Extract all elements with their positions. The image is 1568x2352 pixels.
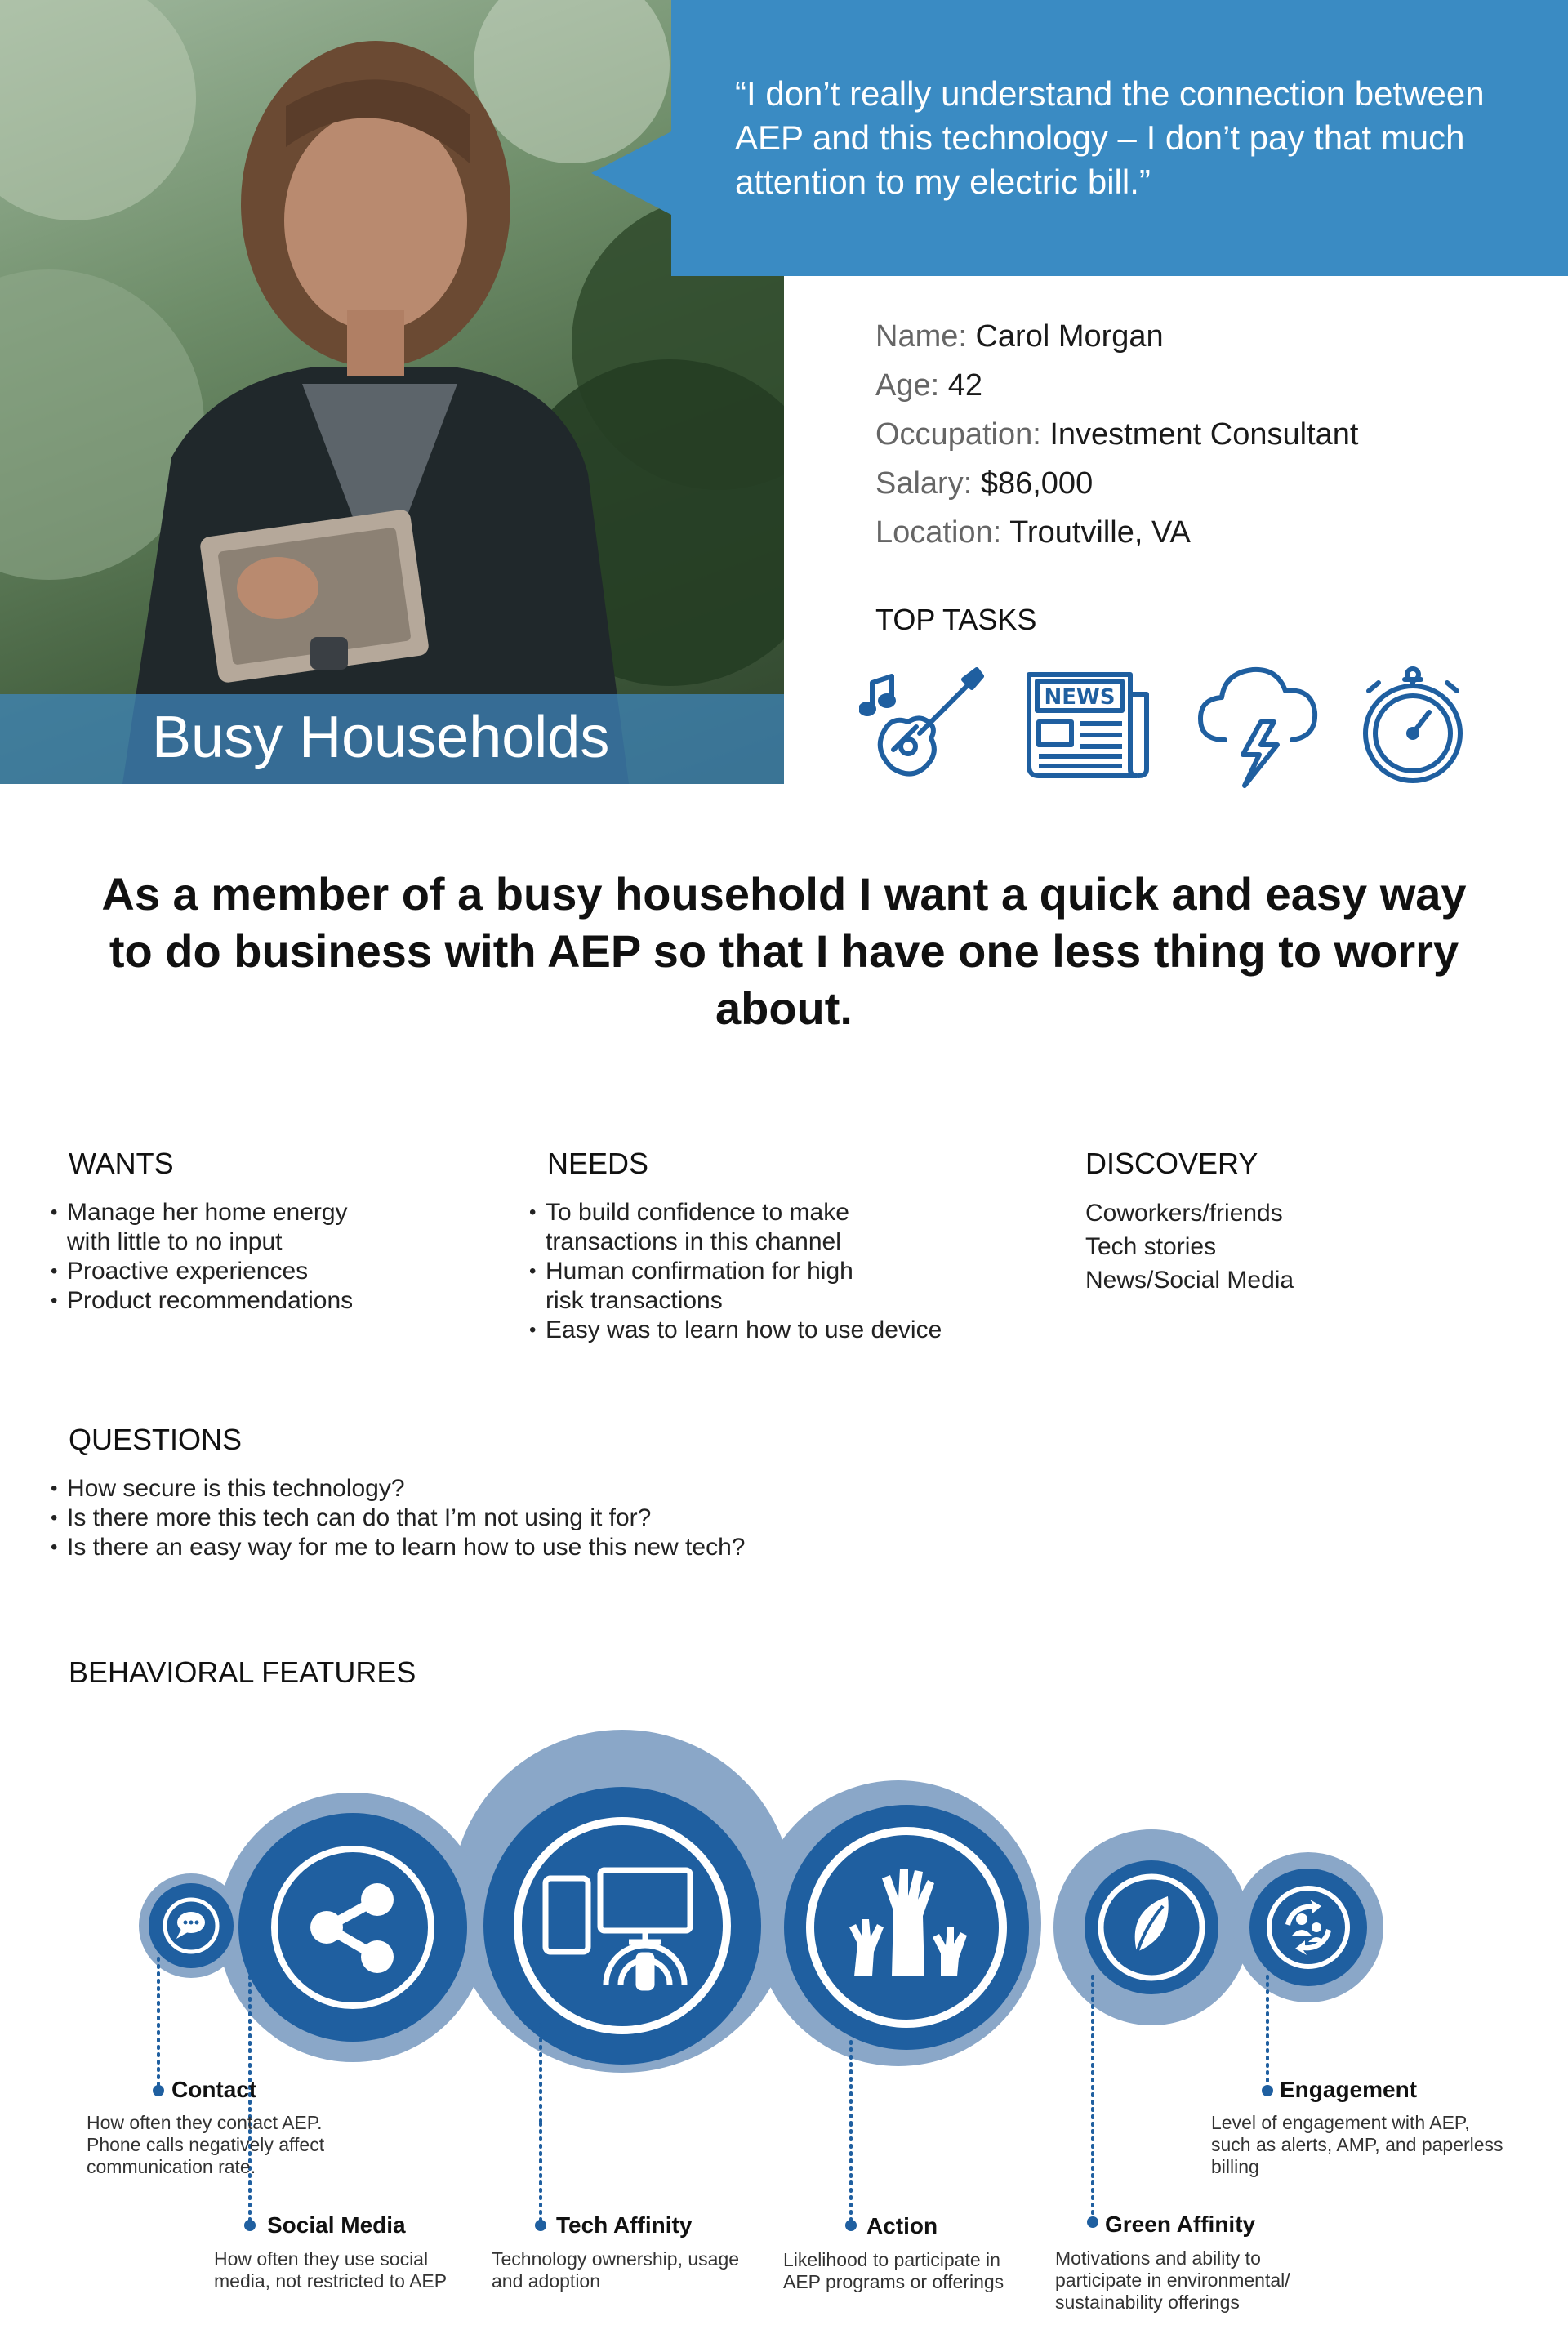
list-item: • Proactive experiences [51,1257,394,1286]
feature-action-title: Action [866,2213,938,2238]
profile-value: Investment Consultant [1049,417,1359,452]
profile-value: Carol Morgan [975,319,1164,354]
profile-value: Troutville, VA [1009,515,1191,550]
guitar-music-icon [859,658,990,789]
profile-value: $86,000 [980,466,1094,501]
feature-social-media-title: Social Media [267,2212,406,2238]
news-icon-label: NEWS [1044,685,1116,710]
list-item: Tech stories [1085,1233,1217,1260]
profile-label: Location: [875,515,1002,550]
behavioral-title: BEHAVIORAL FEATURES [69,1655,416,1689]
top-tasks-title: TOP TASKS [875,603,1037,636]
wants-list [51,1198,394,1316]
persona-quote: “I don’t really understand the connection between AEP and this technology – I don’t pay that much attention to my electric bill.” [735,74,1485,201]
needs-title: NEEDS [547,1147,649,1180]
persona-photo [0,0,784,784]
newspaper-icon [1022,658,1153,789]
feature-action-desc: Likelihood to participate in AEP programs or offerings [783,2249,1004,2292]
list-item: • Manage her home energy with little to no input [51,1198,394,1257]
list-item: • Is there more this tech can do that I’m not using it for? [51,1503,1112,1533]
feature-green-affinity-title: Green Affinity [1105,2212,1256,2237]
profile-value: 42 [947,368,983,403]
profile-name [875,316,1164,357]
profile-label: Salary: [875,466,973,501]
list-item: • Is there an easy way for me to learn how to use this new tech? [51,1533,1112,1562]
behavioral-features-diagram [0,1715,1568,2123]
feature-engagement-desc: Level of engagement with AEP, such as alerts, AMP, and paperless billing [1211,2112,1503,2177]
list-item: • How secure is this technology? [51,1474,1112,1503]
feature-contact-title: Contact [172,2077,257,2102]
discovery-title: DISCOVERY [1085,1147,1258,1180]
persona-photo-illustration [0,0,784,784]
feature-tech-affinity-desc: Technology ownership, usage and adoption [492,2248,740,2292]
feature-contact-desc: How often they contact AEP. Phone calls negatively affect communication rate. [87,2112,325,2177]
profile-salary [875,463,1093,504]
feature-green-affinity-desc: Motivations and ability to participate in environmental/ sustainability offerings [1055,2247,1290,2313]
list-item: News/Social Media [1085,1267,1294,1294]
list-item: • Easy was to learn how to use device [529,1316,970,1345]
feature-engagement-title: Engagement [1280,2077,1418,2102]
questions-list [51,1474,1112,1562]
feature-tech-affinity-title: Tech Affinity [556,2212,693,2238]
needs-list [529,1198,970,1345]
profile-age [875,365,982,406]
storm-cloud-icon [1192,658,1323,789]
stopwatch-icon [1348,658,1478,789]
list-item: Coworkers/friends [1085,1200,1283,1227]
profile-label: Name: [875,319,967,354]
wants-title: WANTS [69,1147,174,1180]
list-item: • Human confirmation for high risk transactions [529,1257,897,1316]
profile-occupation [875,414,1358,455]
profile-label: Age: [875,368,940,403]
quote-bubble-tail [591,131,673,216]
list-item: • Product recommendations [51,1286,394,1316]
persona-title: Busy Households [152,705,610,770]
list-item: • To build confidence to make transactions in this channel [529,1198,889,1257]
persona-statement: As a member of a busy household I want a quick and easy way to do business with AEP so that I have one less thing to worry about. [101,868,1467,1034]
profile-label: Occupation: [875,417,1041,452]
discovery-list [1085,1196,1294,1297]
questions-title: QUESTIONS [69,1423,243,1456]
profile-location [875,512,1191,553]
feature-social-media-desc: How often they use social media, not restricted to AEP [214,2248,448,2292]
